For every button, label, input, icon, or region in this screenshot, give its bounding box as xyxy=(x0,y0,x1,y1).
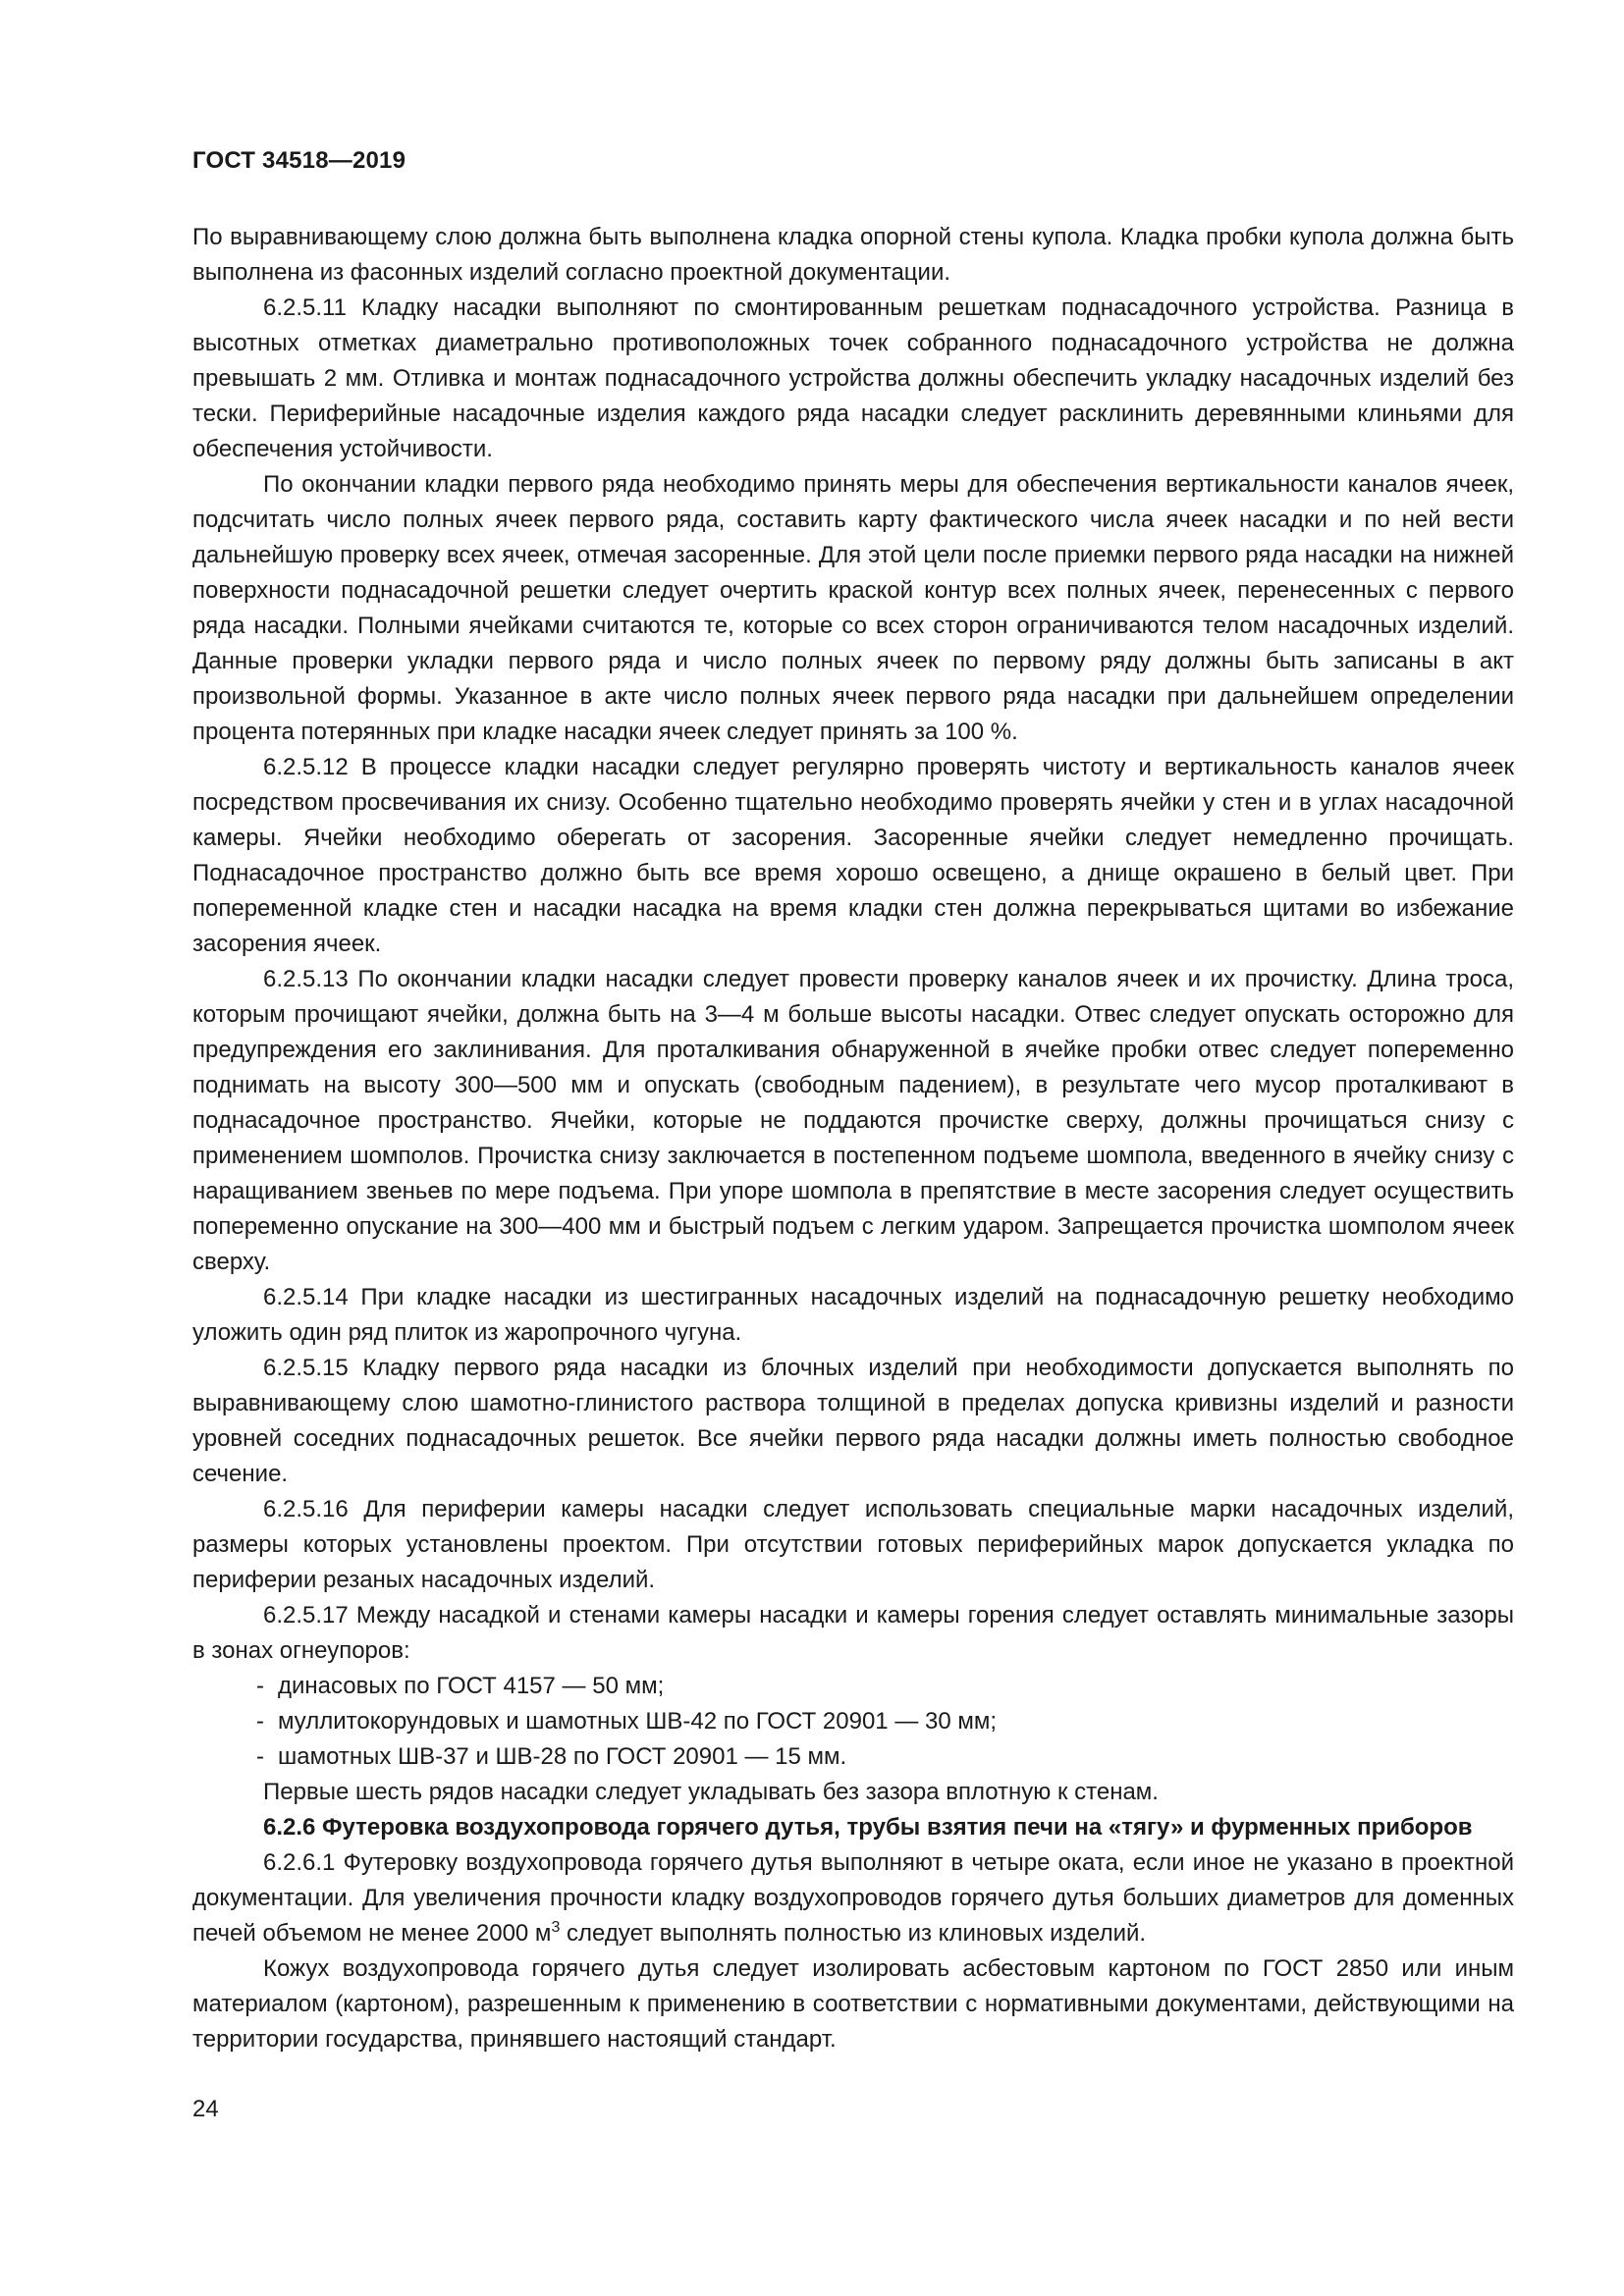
page-number: 24 xyxy=(192,2096,219,2122)
document-header: ГОСТ 34518—2019 xyxy=(192,147,406,174)
section-heading-6-2-6: 6.2.6 Футеровка воздухопровода горячего дутья, трубы взятия печи на «тягу» и фурменных приборов xyxy=(263,1814,1473,1841)
paragraph-6-2-5-15: 6.2.5.15 Кладку первого ряда насадки из блочных изделий при необходимости допускается выполнять по выравнивающему слою шамотно-глинистого раствора толщиной в пределах допуска кривизны изделий и разности уровней соседних поднасадочных решеток. Все ячейки первого ряда насадки должны иметь полностью свободное сечение. xyxy=(192,1355,1514,1487)
document-body xyxy=(192,220,1514,2057)
paragraph-6-2-5-16: 6.2.5.16 Для периферии камеры насадки следует использовать специальные марки насадочных изделий, размеры которых установлены проектом. При отсутствии готовых периферийных марок допускается укладка по периферии резаных насадочных изделий. xyxy=(192,1496,1514,1593)
paragraph-text: 6.2.6.1 Футеровку воздухопровода горячего дутья выполняют в четыре оката, если иное не указано в проектной документации. Для увеличения прочности кладку воздухопроводов горячего дутья больших диаметров для доменных печей объемом не менее 2000 м xyxy=(192,1849,1514,1947)
list-item: - муллитокорундовых и шамотных ШВ-42 по ГОСТ 20901 — 30 мм; xyxy=(256,1708,998,1735)
paragraph-6-2-6-1 xyxy=(192,1845,1514,1951)
paragraph-6-2-5-14: 6.2.5.14 При кладке насадки из шестигранных насадочных изделий на поднасадочную решетку необходимо уложить один ряд плиток из жаропрочного чугуна. xyxy=(192,1284,1514,1346)
paragraph: Первые шесть рядов насадки следует укладывать без зазора вплотную к стенам. xyxy=(263,1779,1159,1805)
paragraph: Кожух воздухопровода горячего дутья следует изолировать асбестовым картоном по ГОСТ 2850 или иным материалом (картоном), разрешенным к применению в соответствии с нормативными документами, действующими на территории государства, принявшего настоящий стандарт. xyxy=(192,1955,1514,2053)
paragraph-6-2-5-17: 6.2.5.17 Между насадкой и стенами камеры насадки и камеры горения следует оставлять минимальные зазоры в зонах огнеупоров: xyxy=(192,1602,1514,1664)
paragraph-text: следует выполнять полностью из клиновых изделий. xyxy=(560,1920,1147,1947)
list-item: - динасовых по ГОСТ 4157 — 50 мм; xyxy=(256,1673,665,1699)
paragraph: По окончании кладки первого ряда необходимо принять меры для обеспечения вертикальности каналов ячеек, подсчитать число полных ячеек первого ряда, составить карту фактического числа ячеек насадки и по ней вести дальнейшую проверку всех ячеек, отмечая засоренные. Для этой цели после приемки первого ряда насадки на нижней поверхности поднасадочной решетки следует очертить краской контур всех полных ячеек, перенесенных с первого ряда насадки. Полными ячейками считаются те, которые со всех сторон ограничиваются телом насадочных изделий. Данные проверки укладки первого ряда и число полных ячеек по первому ряду должны быть записаны в акт произвольной формы. Указанное в акте число полных ячеек первого ряда насадки при дальнейшем определении процента потерянных при кладке насадки ячеек следует принять за 100 %. xyxy=(192,471,1514,745)
list-item-text: шамотных ШВ-37 и ШВ-28 по ГОСТ 20901 — 15 мм. xyxy=(278,1743,847,1770)
list-item: - шамотных ШВ-37 и ШВ-28 по ГОСТ 20901 — 15 мм. xyxy=(256,1743,847,1770)
paragraph-6-2-5-13: 6.2.5.13 По окончании кладки насадки следует провести проверку каналов ячеек и их прочистку. Длина троса, которым прочищают ячейки, должна быть на 3—4 м больше высоты насадки. Отвес следует опускать осторожно для предупреждения его заклинивания. Для проталкивания обнаруженной в ячейке пробки отвес следует попеременно поднимать на высоту 300—500 мм и опускать (свободным падением), в результате чего мусор проталкивают в поднасадочное пространство. Ячейки, которые не поддаются прочистке сверху, должны прочищаться снизу с применением шомполов. Прочистка снизу заключается в постепенном подъеме шомпола, введенного в ячейку снизу с наращиванием звеньев по мере подъема. При упоре шомпола в препятствие в месте засорения следует осуществить попеременно опускание на 300—400 мм и быстрый подъем с легким ударом. Запрещается прочистка шомполом ячеек сверху. xyxy=(192,966,1514,1275)
paragraph-6-2-5-12: 6.2.5.12 В процессе кладки насадки следует регулярно проверять чистоту и вертикальность каналов ячеек посредством просвечивания их снизу. Особенно тщательно необходимо проверять ячейки у стен и в углах насадочной камеры. Ячейки необходимо оберегать от засорения. Засоренные ячейки следует немедленно прочищать. Поднасадочное пространство должно быть все время хорошо освещено, а днище окрашено в белый цвет. При попеременной кладке стен и насадки насадка на время кладки стен должна перекрываться щитами во избежание засорения ячеек. xyxy=(192,754,1514,957)
paragraph: По выравнивающему слою должна быть выполнена кладка опорной стены купола. Кладка пробки купола должна быть выполнена из фасонных изделий согласно проектной документации. xyxy=(192,224,1514,286)
list-item-text: муллитокорундовых и шамотных ШВ-42 по ГОСТ 20901 — 30 мм; xyxy=(278,1708,998,1735)
superscript: 3 xyxy=(551,1919,561,1936)
list-item-text: динасовых по ГОСТ 4157 — 50 мм; xyxy=(278,1673,665,1699)
paragraph-6-2-5-11: 6.2.5.11 Кладку насадки выполняют по смонтированным решеткам поднасадочного устройства. Разница в высотных отметках диаметрально противоположных точек собранного поднасадочного устройства не должна превышать 2 мм. Отливка и монтаж поднасадочного устройства должны обеспечить укладку насадочных изделий без тески. Периферийные насадочные изделия каждого ряда насадки следует расклинить деревянными клиньями для обеспечения устойчивости. xyxy=(192,294,1514,462)
